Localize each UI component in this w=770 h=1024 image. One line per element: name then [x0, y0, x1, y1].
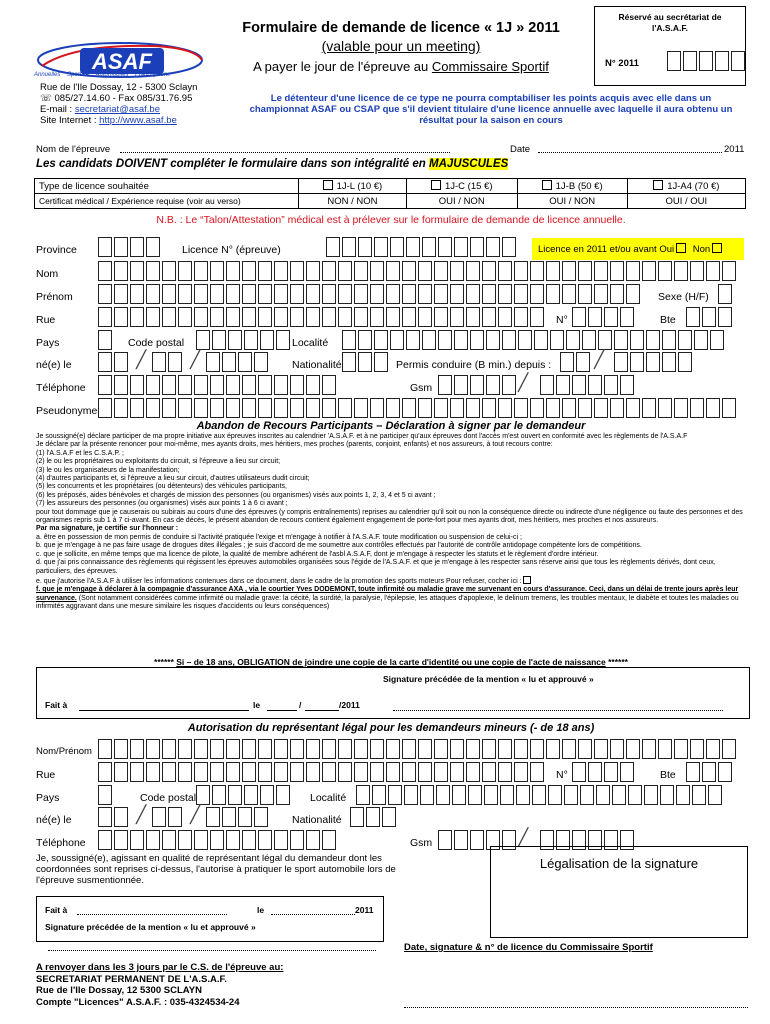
fait-a-label: Fait à	[45, 700, 68, 710]
guardian-le-label: le	[257, 905, 265, 915]
guardian-localite-boxes[interactable]	[356, 785, 724, 805]
reserved-number-label: N° 2011	[605, 58, 639, 69]
waiver-sign-heading: Par ma signature, je certifie sur l'honneur :	[36, 525, 179, 533]
prenom-label: Prénom	[36, 291, 73, 303]
guardian-nom-boxes[interactable]	[98, 739, 738, 759]
form-title: Formulaire de demande de licence « 1J » 2011	[242, 20, 560, 36]
waiver-list-item: (6) les préposés, aides bénévoles et chargés de mission des personnes (ou organismes) visés aux points 1, 2, 3, 4 et 5 ci avant ;	[36, 491, 436, 499]
waiver-item: e. que j'autorise l'A.S.A.F à utiliser les informations contenues dans ce document, dans le cadre de la promotion des sports moteurs Pour refuser, cocher ici :	[36, 577, 522, 585]
licence-table	[34, 178, 746, 209]
refuse-checkbox[interactable]	[523, 576, 531, 584]
guardian-code-postal-label: Code postal	[140, 792, 197, 804]
licence-2011-label: Licence en 2011 et/ou avant	[538, 244, 657, 255]
licence-option-label: 1J-L (10 €)	[336, 181, 383, 192]
licence-type-row	[35, 179, 746, 194]
email-label: E-mail :	[40, 104, 75, 115]
date-separator: ╱	[594, 350, 605, 369]
licence-2011-box	[532, 238, 744, 260]
checkbox-icon[interactable]	[431, 180, 441, 190]
waiver-paragraph: Je déclare par la présente renoncer pour moi-même, mes ayants droits, mes héritiers, mes proches (parents, conjoint, enfants) et nos assureurs, à tout recours contre:	[36, 441, 553, 449]
waiver-item: a. être en possession de mon permis de conduire si l'activité pratiquée l'exige et m'engage à notifier à l'A.S.A.F. toute modification ou suspension de celui-ci ;	[36, 533, 522, 541]
licence-notice: Le détenteur d'une licence de ce type ne pourra comptabiliser les points acquis avec elle dans un championnat ASAF ou CSAP que s'il devient titulaire d'une licence annuelle avec laquelle il aura obtenu un résultat pour la saison en cours	[249, 93, 733, 126]
oui-label: Oui	[659, 244, 675, 255]
naissance-label: né(e) le	[36, 359, 72, 371]
address-line: Rue de l'Ile Dossay, 12 - 5300 Sclayn	[40, 82, 198, 93]
slash-sep: /	[299, 700, 302, 710]
guardian-signature-field[interactable]	[48, 950, 376, 951]
event-date-label: Date	[510, 144, 531, 155]
guardian-nationalite-boxes[interactable]	[350, 807, 398, 827]
guardian-rue-boxes[interactable]	[98, 762, 546, 782]
licence-option-label: 1J-B (50 €)	[555, 181, 603, 192]
commissaire-label: Date, signature & n° de licence du Commissaire Sportif	[404, 942, 653, 953]
guardian-bte-label: Bte	[660, 769, 676, 781]
minor-notice	[36, 657, 746, 667]
telephone-boxes[interactable]	[98, 375, 338, 395]
nb-note: N.B. : Le “Talon/Attestation” médical est à prélever sur le formulaire de demande de licence annuelle.	[156, 214, 626, 226]
licence-option-1jl[interactable]	[299, 179, 407, 194]
guardian-naissance-label: né(e) le	[36, 814, 72, 826]
pseudonyme-boxes[interactable]	[98, 398, 738, 418]
address-block	[40, 82, 197, 126]
gsm-label: Gsm	[410, 382, 433, 394]
instruction-highlight: MAJUSCULES	[429, 158, 509, 170]
guardian-nationalite-label: Nationalité	[292, 814, 342, 826]
licence-type-label: Type de licence souhaitée	[35, 179, 299, 194]
pay-line-text: A payer le jour de l'épreuve au	[253, 59, 432, 74]
nationalite-boxes[interactable]	[342, 352, 390, 372]
code-postal-label: Code postal	[128, 337, 185, 349]
guardian-numero-boxes[interactable]	[572, 762, 636, 782]
naissance-boxes[interactable]	[98, 352, 270, 372]
waiver-paragraph: pour tout dommage que je causerais ou subirais au cours d'une des épreuves (y compris entraînements) reprises au calendrier qu'il soit ou non la conséquence directe ou indirecte d'une négligence ou faute des personnes et des organismes repris sub 1 à 7 ci-avant. En cas de décès, le présent abandon de recours contient également engagement de porte-fort pour mes ayants droit, mes héritiers, mes proches et nos assureurs.	[36, 508, 743, 525]
requirement-label: Certificat médical / Expérience requise (voir au verso)	[35, 194, 299, 209]
fait-a-field[interactable]	[79, 710, 249, 711]
event-name-label: Nom de l'épreuve	[36, 144, 111, 155]
guardian-statement: Je, soussigné(e), agissant en qualité de représentant légal du demandeur dont les coordonnées sont reprises ci-dessus, l'autorise à pratiquer le sport automobile lors de l'épreuve susmentionnée.	[36, 853, 396, 886]
minor-notice-stars: ******	[605, 657, 628, 667]
guardian-code-postal-boxes[interactable]	[196, 785, 292, 805]
requirement-value: OUI / NON	[406, 194, 517, 209]
localite-label: Localité	[292, 337, 329, 349]
le-label: le	[253, 700, 261, 710]
licence-option-label: 1J-C (15 €)	[444, 181, 493, 192]
guardian-naissance-boxes[interactable]	[98, 807, 270, 827]
numero-boxes[interactable]	[572, 307, 636, 327]
waiver-item-f-rest: (Sont notamment considérées comme infirmité ou maladie grave: la cécité, la surdité, la paralysie, l'épilepsie, les attaques d'apoplexie, le delirium tremens, les troubles mentaux, le diabète et toutes les maladies ou infirmités aggravant dans une mesure similaire les risques d'accidents ou leurs conséquences)	[36, 594, 739, 611]
licence-number-boxes[interactable]	[326, 237, 518, 257]
waiver-list-item: (1) l'A.S.A.F et les C.S.A.P. ;	[36, 449, 124, 457]
waiver-item-f: f. que je m'engage à déclarer à la compagnie d'assurance AXA , via le courtier Yves DODEMONT, toute infirmité ou maladie grave me survenant en cours d'assurance. Ceci, dans un délai de trente jours après leur survenance.	[36, 586, 739, 602]
requirement-value: OUI / NON	[517, 194, 627, 209]
licence-option-1ja4[interactable]	[627, 179, 745, 194]
guardian-telephone-boxes[interactable]	[98, 830, 338, 850]
waiver-list-item: (5) les concurrents et les propriétaires (ou détenteurs) des véhicules participants,	[36, 483, 287, 491]
email-link[interactable]: secretariat@asaf.be	[74, 104, 161, 115]
nationalite-label: Nationalité	[292, 359, 342, 371]
year-suffix: /2011	[339, 700, 360, 710]
instruction-text: Les candidats DOIVENT compléter le formulaire dans son intégralité en	[36, 158, 430, 170]
nom-boxes[interactable]	[98, 261, 738, 281]
oui-checkbox[interactable]	[676, 243, 686, 253]
prenom-boxes[interactable]	[98, 284, 642, 304]
date-separator: ╱	[190, 805, 201, 824]
instruction	[36, 158, 508, 170]
reserved-title: Réservé au secrétariat de l'A.S.A.F.	[618, 12, 722, 33]
guardian-numero-label: N°	[556, 769, 568, 781]
footer-address: Rue de l'Ile Dossay, 12 5300 SCLAYN	[36, 985, 202, 996]
nom-label: Nom	[36, 268, 59, 280]
guardian-signature-mention: Signature précédée de la mention « lu et approuvé »	[45, 922, 256, 932]
month-field[interactable]	[305, 710, 339, 711]
web-link[interactable]: http://www.asaf.be	[99, 115, 177, 126]
footer-block	[36, 962, 283, 1008]
day-field[interactable]	[267, 710, 297, 711]
rue-boxes[interactable]	[98, 307, 546, 327]
footer-account: Compte "Licences" A.S.A.F. : 035-4324534-24	[36, 996, 240, 1008]
guardian-localite-label: Localité	[310, 792, 347, 804]
checkbox-icon[interactable]	[542, 180, 552, 190]
guardian-telephone-label: Téléphone	[36, 837, 86, 849]
waiver-title: Abandon de Recours Participants – Déclaration à signer par le demandeur	[196, 420, 586, 432]
web-label: Site Internet :	[40, 115, 100, 126]
waiver-item: b. que je m'engage à ne pas faire usage de drogues dites illégales ; je suis d'accord de me soumettre aux contrôles effectués par l'autorité de contrôle antidopage compétente lors de compétitions.	[36, 542, 642, 550]
guardian-rue-label: Rue	[36, 769, 56, 781]
guardian-fait-a-label: Fait à	[45, 905, 68, 915]
pays-label: Pays	[36, 337, 60, 349]
reserved-box	[594, 6, 746, 86]
code-postal-boxes[interactable]	[196, 330, 292, 350]
requirement-value: NON / NON	[299, 194, 407, 209]
localite-boxes[interactable]	[342, 330, 726, 350]
province-boxes[interactable]	[98, 237, 162, 257]
form-subtitle: (valable pour un meeting)	[321, 38, 481, 54]
date-separator: ╱	[190, 350, 201, 369]
guardian-fait-a-field[interactable]	[77, 914, 227, 915]
waiver-text	[36, 433, 748, 612]
bte-boxes[interactable]	[686, 307, 734, 327]
guardian-year: 2011	[355, 905, 374, 915]
commissaire-signature-field[interactable]	[404, 1007, 748, 1008]
waiver-list-item: (2) le ou les propriétaires ou exploitants du circuit, si l'épreuve a lieu sur circuit;	[36, 458, 281, 466]
licence-option-1jc[interactable]	[406, 179, 517, 194]
permis-label: Permis conduire (B min.) depuis :	[396, 359, 552, 371]
bte-label: Bte	[660, 314, 676, 326]
province-label: Province	[36, 244, 77, 256]
date-separator: ╱	[136, 350, 147, 369]
pseudonyme-label: Pseudonyme	[36, 405, 98, 417]
minor-notice-stars: ******	[154, 657, 177, 667]
waiver-paragraph: Je soussigné(e) déclare participer de ma propre initiative aux épreuves inscrites au calendrier 'A.S.A.F. et à ne participer qu'aux épreuves dont l'accès m'est ouvert en conformité avec les règlements de l'A.S.A.F	[36, 433, 688, 440]
gsm-separator: ╱	[518, 373, 529, 392]
waiver-list-item: (7) les assureurs des personnes (ou organismes) visés aux points 1 à 6 ci avant ;	[36, 500, 288, 508]
footer-secretariat: SECRETARIAT PERMANENT DE L'A.S.A.F.	[36, 973, 227, 985]
guardian-nom-label: Nom/Prénom	[36, 746, 92, 757]
numero-label: N°	[556, 314, 568, 326]
date-separator: ╱	[136, 805, 147, 824]
signature-mention: Signature précédée de la mention « lu et approuvé »	[383, 674, 594, 684]
pay-line	[236, 59, 566, 74]
licence-number-label: Licence N° (épreuve)	[182, 244, 281, 256]
waiver-item: c. que je sollicite, en même temps que ma licence de pilote, la qualité de membre adhérent de l'asbl A.S.A.F, dont je m'engage à respecter les statuts et le règlement d'ordre intérieur.	[36, 550, 599, 558]
licence-option-1jb[interactable]	[517, 179, 627, 194]
checkbox-icon[interactable]	[323, 180, 333, 190]
telephone-label: Téléphone	[36, 382, 86, 394]
footer-return-line: A renvoyer dans les 3 jours par le C.S. de l'épreuve au:	[36, 962, 284, 973]
applicant-signature-box	[36, 667, 750, 719]
guardian-title: Autorisation du représentant légal pour les demandeurs mineurs (- de 18 ans)	[187, 722, 595, 734]
pay-line-commissaire: Commissaire Sportif	[431, 59, 549, 74]
guardian-gsm-label: Gsm	[410, 837, 433, 849]
guardian-bte-boxes[interactable]	[686, 762, 734, 782]
rue-label: Rue	[36, 314, 56, 326]
guardian-pays-boxes[interactable]	[98, 785, 114, 805]
event-name-field[interactable]	[120, 152, 450, 153]
licence-option-label: 1J-A4 (70 €)	[667, 181, 720, 192]
pays-boxes[interactable]	[98, 330, 114, 350]
waiver-item: d. que j'ai pris connaissance des règlements qui régissent les épreuves automobiles organisées sous l'égide de l'A.S.A.F. et que je m'engage à les respecter sans réserve ainsi que tous les règlements dérivés, dont ceux, particuliers, des épreuves.	[36, 559, 716, 575]
requirement-value: OUI / OUI	[627, 194, 745, 209]
logo-text: ASAF	[92, 49, 152, 74]
waiver-list-item: (3) le ou les organisateurs de la manifestation;	[36, 466, 180, 474]
event-date-field[interactable]	[538, 152, 722, 153]
sexe-box[interactable]	[718, 284, 734, 304]
checkbox-icon[interactable]	[653, 180, 663, 190]
gsm-separator: ╱	[518, 828, 529, 847]
permis-boxes[interactable]	[560, 352, 694, 372]
guardian-pays-label: Pays	[36, 792, 60, 804]
event-year: 2011	[724, 144, 745, 155]
legalisation-label: Légalisation de la signature	[539, 856, 699, 871]
non-label: Non	[692, 244, 711, 255]
phone-line: ☏ 085/27.14.60 - Fax 085/31.76.95	[40, 93, 193, 104]
gsm-boxes[interactable]	[438, 375, 636, 395]
applicant-signature-field[interactable]	[393, 710, 723, 711]
guardian-date-field[interactable]	[271, 914, 355, 915]
reserved-number-boxes[interactable]	[667, 51, 747, 71]
waiver-list-item: (4) d'autres participants et, si l'épreuve a lieu sur circuit, d'autres utilisateurs dudit circuit;	[36, 475, 310, 483]
minor-notice-text: Si – de 18 ans, OBLIGATION de joindre une copie de la carte d'identité ou une copie de l'acte de naissance	[176, 657, 606, 667]
logo-tagline: Annuelles Sportive Automobiles Francophone	[34, 72, 171, 78]
licence-requirement-row	[35, 194, 746, 209]
sexe-label: Sexe (H/F)	[658, 291, 709, 303]
legalisation-box[interactable]	[490, 846, 748, 938]
non-checkbox[interactable]	[712, 243, 722, 253]
guardian-signature-box	[36, 896, 384, 942]
